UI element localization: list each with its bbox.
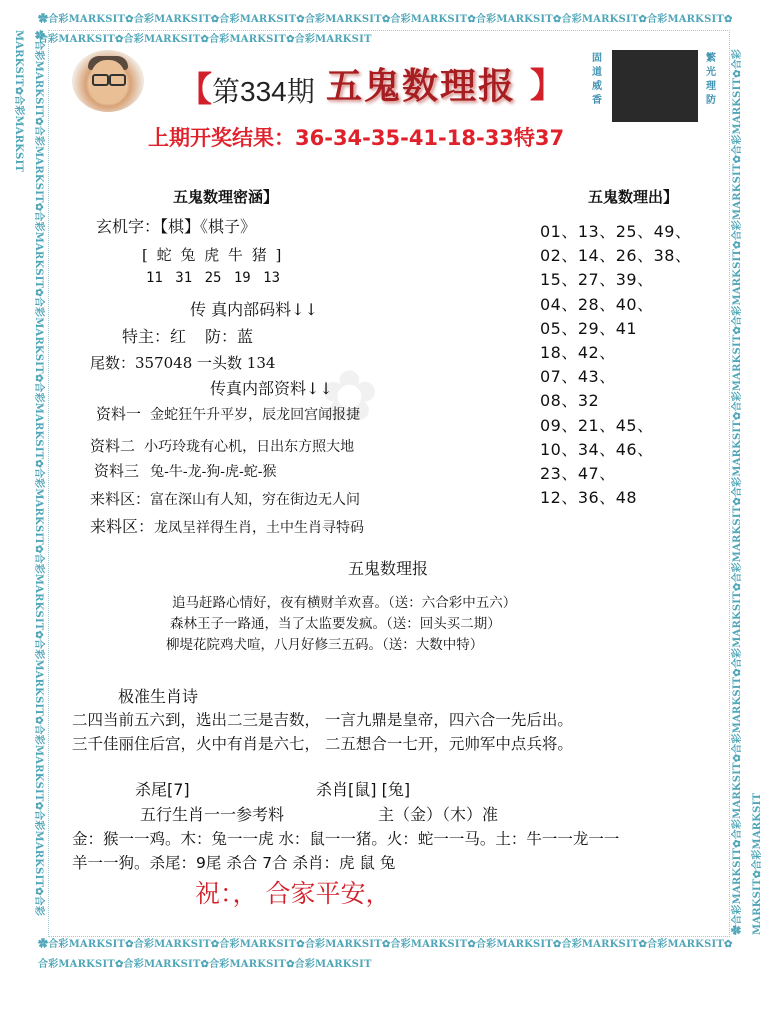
number-row: 04、28、40、 — [540, 294, 654, 314]
border-left-pattern — [13, 30, 48, 935]
data-row-text: 富在深山有人知，穷在街边无人问 — [150, 492, 361, 508]
number-row: 15、27、39、 — [540, 270, 654, 290]
five-elements-title: 五行生肖一一参考料 — [140, 805, 285, 824]
border-top-pattern: ✿合彩MARKSIT✿合彩MARKSIT✿合彩MARKSIT✿合彩MARKSIT✿合彩MARKSIT✿合彩MARKSIT✿合彩MARKSIT✿合彩MARKSIT✿合彩MARKSIT✿合彩MARKSIT✿合彩MARKSIT✿合彩MARKSIT — [38, 14, 733, 45]
poem-line: 三千佳丽住后宫，火中有肖是六七， 二五想合一七开，元帅军中点兵将。 — [72, 735, 573, 753]
data-row-label: 来料区： — [90, 517, 155, 536]
fax-internal-code: 传 真内部码料↓↓ — [190, 300, 318, 319]
border-bottom-pattern: ✿合彩MARKSIT✿合彩MARKSIT✿合彩MARKSIT✿合彩MARKSIT✿合彩MARKSIT✿合彩MARKSIT✿合彩MARKSIT✿合彩MARKSIT✿合彩MARKSIT✿合彩MARKSIT✿合彩MARKSIT✿合彩MARKSIT — [38, 939, 733, 970]
wish-text: 祝：， 合家平安， — [195, 879, 391, 908]
brand-title: 五鬼数理报 — [326, 66, 517, 106]
data-row-text: 小巧玲珑有心机，日出东方照大地 — [144, 439, 355, 455]
number-row: 12、36、48 — [540, 488, 638, 508]
special-main: 特主：红 — [122, 327, 187, 346]
poem-title: 极准生肖诗 — [118, 687, 199, 706]
number-row: 23、47、 — [540, 464, 616, 484]
border-right-text: ✿合彩MARKSIT✿合彩MARKSIT✿合彩MARKSIT✿合彩MARKSIT✿合彩MARKSIT✿合彩MARKSIT✿合彩MARKSIT✿合彩MARKSIT✿合彩MARKSIT✿合彩MARKSIT✿合彩MARKSIT✿合彩MARKSIT — [732, 48, 763, 935]
border-right-pattern — [728, 30, 763, 935]
censored-stamp — [612, 50, 698, 122]
open-bracket: 【 — [178, 70, 212, 110]
watermark: ✿ — [320, 355, 379, 437]
side-label-right: 繁 光 理 防 — [706, 53, 716, 106]
number-row: 02、14、26、38、 — [540, 246, 692, 266]
data-row — [96, 403, 360, 424]
data-row-label: 资料一 — [96, 405, 142, 423]
number-row: 08、32 — [540, 391, 600, 411]
data-row-label: 资料二 — [90, 437, 136, 455]
data-row-text: 兔-牛-龙-狗-虎-蛇-猴 — [150, 464, 277, 480]
number-row: 01、13、25、49、 — [540, 222, 692, 241]
number-row: 18、42、 — [540, 343, 616, 363]
number-list — [540, 220, 691, 510]
side-label-left: 固 道 威 香 — [592, 53, 602, 106]
last-result: 上期开奖结果：36-34-35-41-18-33特37 — [148, 126, 565, 150]
number-row: 10、34、46、 — [540, 439, 654, 459]
data-row-label: 来料区： — [90, 490, 151, 508]
data-row-text: 龙凤呈祥得生肖，土中生肖寻特码 — [154, 520, 365, 536]
kill-zodiac: 杀肖[鼠] [兔] — [316, 780, 411, 799]
main-element: 主（金）（木）准 — [378, 805, 499, 824]
prediction-line: 追马赶路心情好，夜有横财羊欢喜。（送：六合彩中五六） — [172, 595, 517, 611]
poem-line: 二四当前五六到，选出二三是吉数， 一言九鼎是皇帝，四六合一先后出。 — [72, 711, 573, 729]
data-row — [90, 488, 360, 509]
right-section-title: 五鬼数理出】 — [588, 188, 679, 206]
data-row-text: 金蛇狂午升平岁，辰龙回宫闻报捷 — [150, 407, 361, 423]
portrait-avatar — [72, 50, 144, 112]
left-section-title: 五鬼数理密涵】 — [173, 188, 279, 206]
element-line: 羊一一狗。杀尾：9尾 杀合 7合 杀肖：虎 鼠 兔 — [72, 854, 396, 872]
guard-color: 防：蓝 — [205, 327, 254, 346]
zodiac-numbers: 11 31 25 19 13 — [146, 270, 281, 286]
number-row: 05、29、41 — [540, 318, 638, 338]
number-row: 07、43、 — [540, 367, 616, 387]
kill-tail: 杀尾[7] — [135, 780, 190, 799]
number-row: 09、21、45、 — [540, 415, 654, 435]
data-row — [90, 435, 354, 456]
prediction-title: 五鬼数理报 — [348, 559, 429, 578]
data-row-label: 资料三 — [94, 462, 140, 480]
tail-numbers: 尾数：357048 一头数 134 — [90, 354, 276, 372]
prediction-line: 森林王子一路通，当了太监要发疯。（送：回头买二期） — [170, 616, 501, 632]
fax-internal-data: 传真内部资料↓↓ — [210, 379, 333, 398]
border-left-text: ✿合彩MARKSIT✿合彩MARKSIT✿合彩MARKSIT✿合彩MARKSIT✿合彩MARKSIT✿合彩MARKSIT✿合彩MARKSIT✿合彩MARKSIT✿合彩MARKSIT✿合彩MARKSIT✿合彩MARKSIT✿合彩MARKSIT — [13, 30, 44, 917]
element-line: 金：猴一一鸡。木：兔一一虎 水：鼠一一猪。火：蛇一一马。土：牛一一龙一一 — [72, 830, 620, 848]
issue-number: 第334期 — [212, 76, 315, 107]
data-row — [90, 514, 364, 537]
mystery-word: 玄机字：【棋】《棋子》 — [96, 217, 257, 236]
issue-header — [178, 62, 315, 111]
zodiac-group: [ 蛇 兔 虎 牛 猪 ] — [142, 246, 284, 264]
data-row — [94, 460, 277, 481]
prediction-line: 柳堤花院鸡犬喧，八月好修三五码。（送：大数中特） — [166, 637, 484, 653]
close-bracket: 】 — [530, 66, 564, 106]
